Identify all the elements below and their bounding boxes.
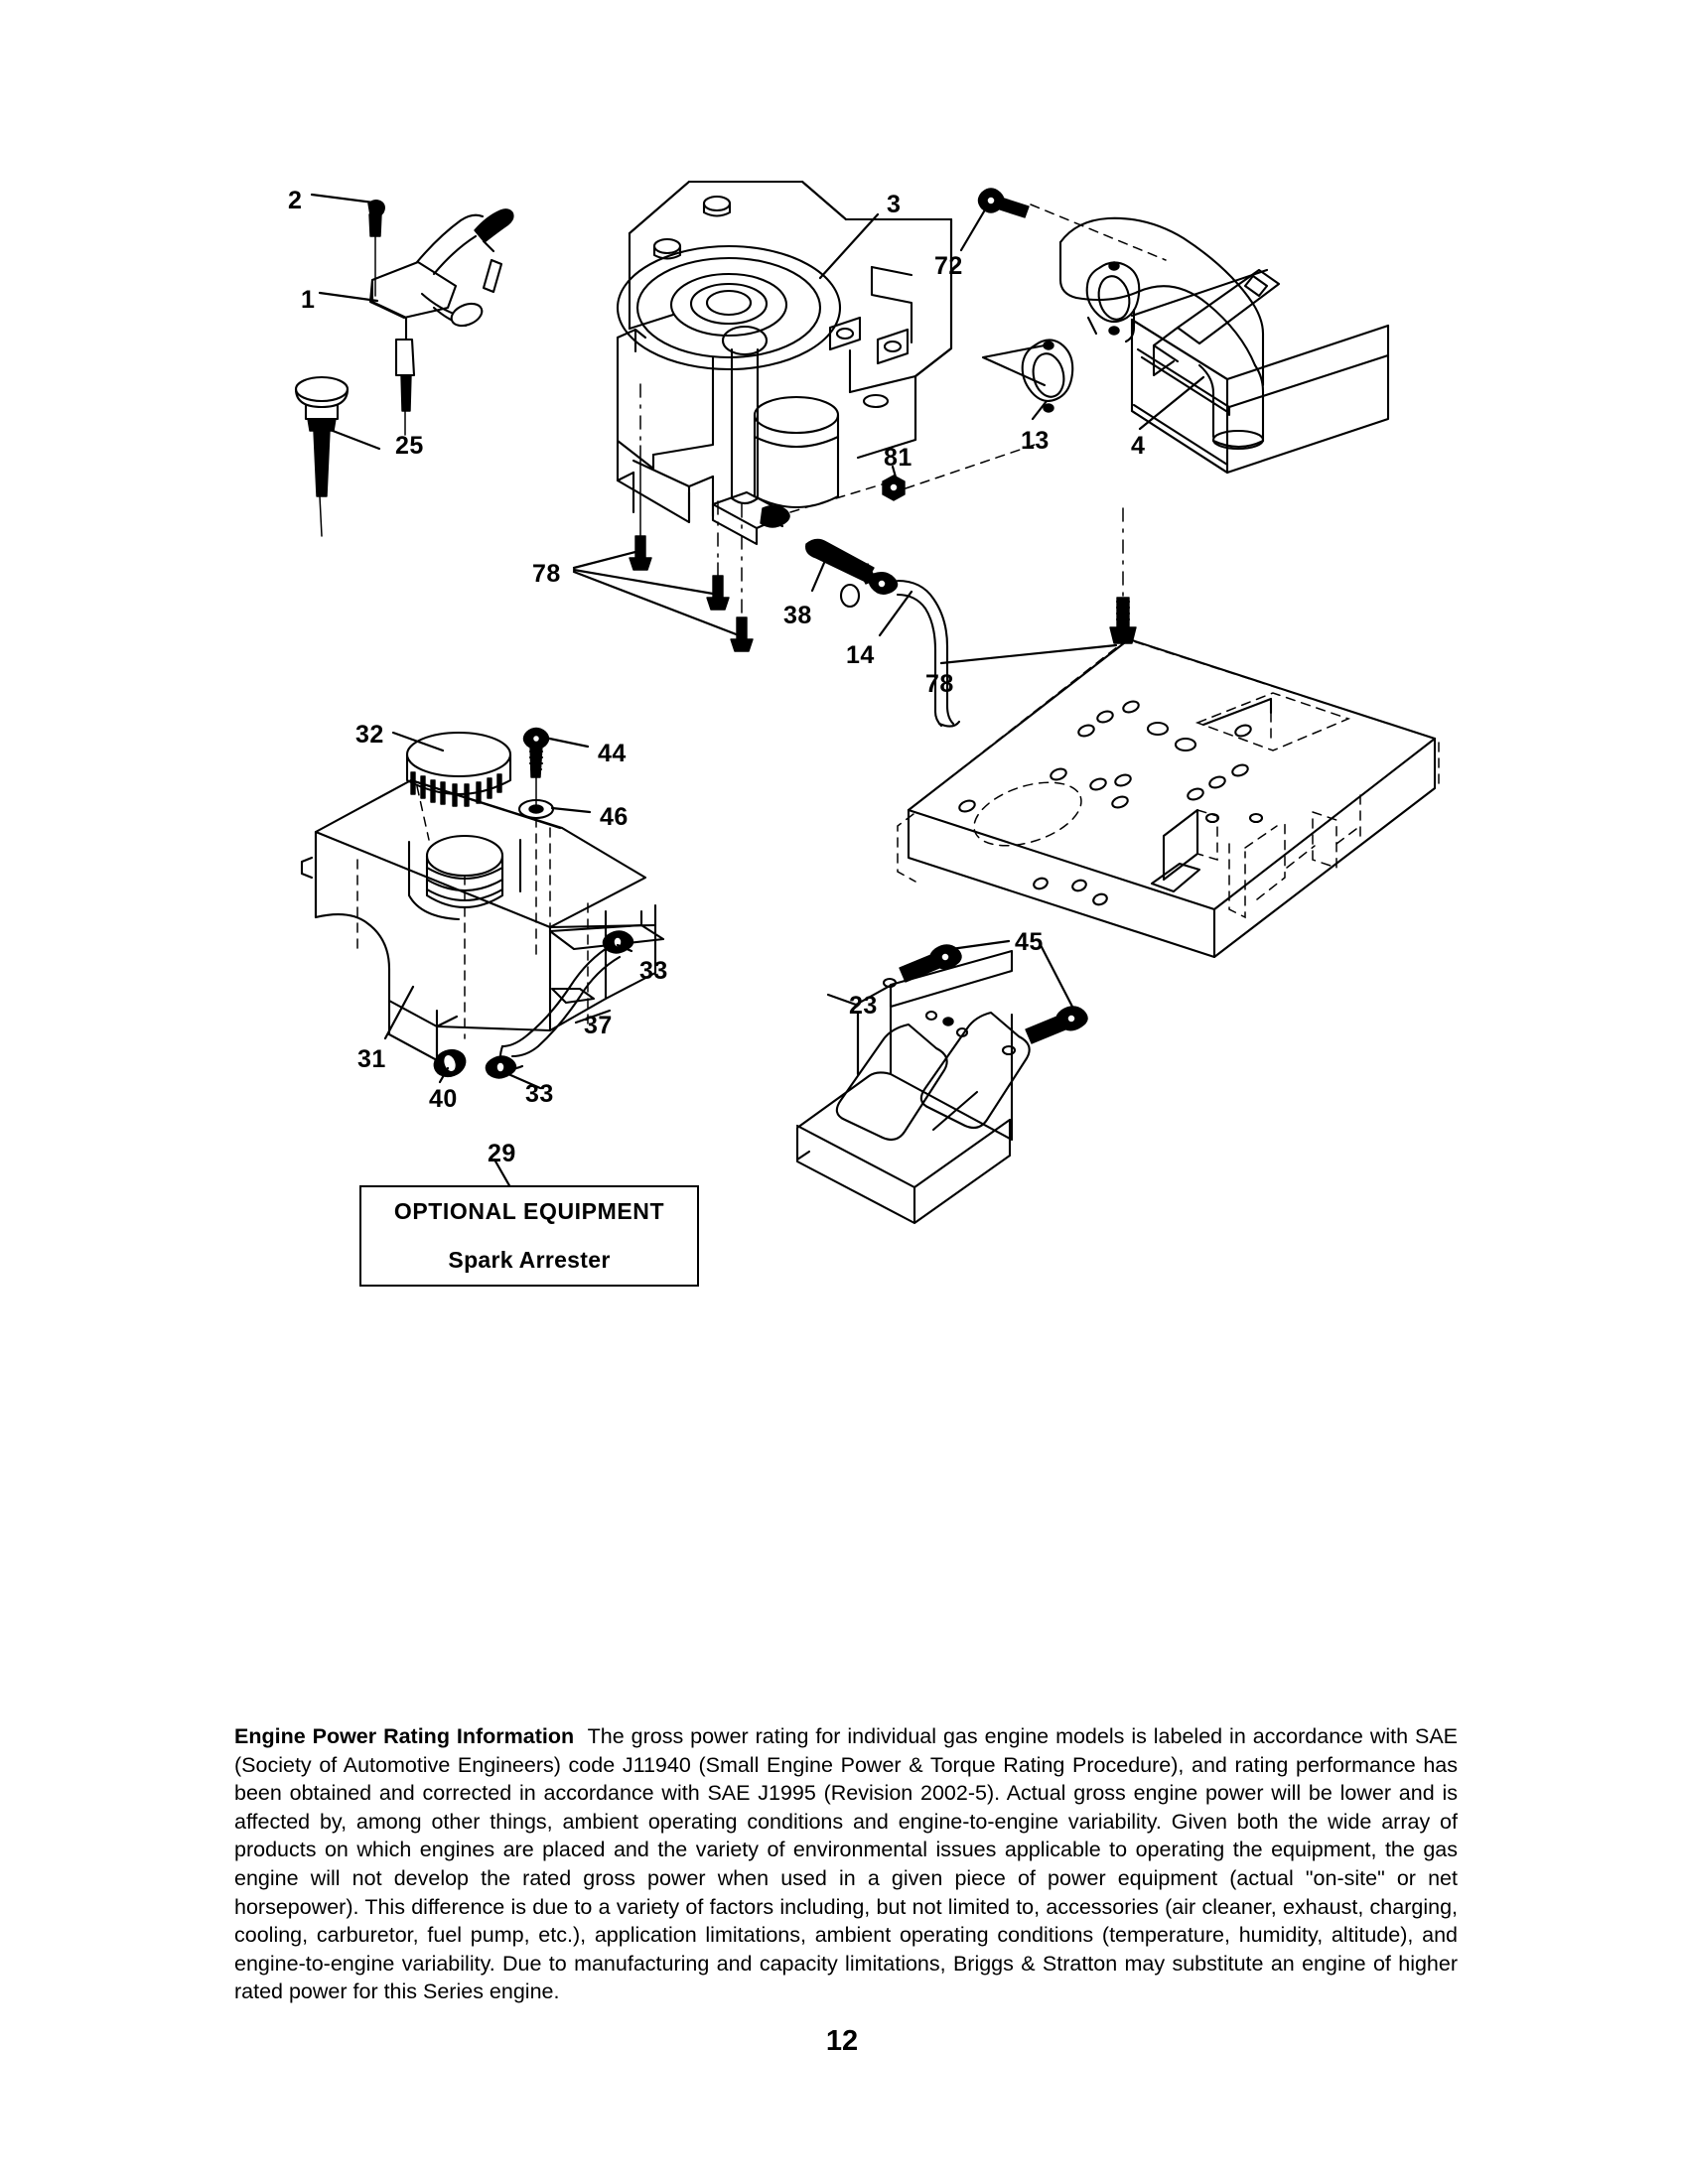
engine-power-rating-heading: Engine Power Rating Information (234, 1724, 575, 1748)
optional-equipment-box (359, 1185, 699, 1287)
callout-29: 29 (488, 1140, 516, 1167)
part-38-fitting (806, 539, 898, 607)
callout-38: 38 (783, 602, 812, 629)
optional-equipment-heading: OPTIONAL EQUIPMENT (393, 1198, 665, 1224)
part-throttle-control-group (312, 195, 513, 435)
callout-25: 25 (395, 432, 424, 460)
callout-2: 2 (288, 187, 303, 214)
part-78-bolts (574, 384, 1136, 663)
callout-23: 23 (849, 992, 878, 1020)
engine-power-rating-body: The gross power rating for individual gas engine models is labeled in accordance with SAE (Society of Automotive Engineers) code J11940 (Small Engine Power & Torque Rating Procedure), and rating performance has been obtained and corrected in accordance with SAE J1995 (Revision 2002-5). Actual gross engine power will be lower and is affected by, among other things, ambient operating conditions and engine-to-engine variability. Given both the wide array of products on which engines are placed and the variety of environmental issues applicable to operating the equipment, the gas engine will not develop the rated gross power when used in a given piece of power equipment (actual "on-site" or net horsepower). This difference is due to a variety of factors including, but not limited to, accessories (air cleaner, exhaust, charging, cooling, carburetor, fuel pump, etc.), application limitations, ambient operating conditions (temperature, humidity, altitude), and engine-to-engine variability. Due to manufacturing and capacity limitations, Briggs & Stratton may substitute an engine of higher rated power for this Series engine. (234, 1724, 1459, 2004)
part-23-heat-shield (797, 941, 1087, 1223)
callout-13: 13 (1021, 427, 1050, 455)
callout-33-lower: 33 (525, 1080, 554, 1108)
part-14-fuel-hose (880, 581, 959, 727)
callout-37: 37 (584, 1012, 613, 1039)
callout-46: 46 (600, 803, 629, 831)
part-37-hose (486, 931, 632, 1088)
callout-3: 3 (887, 191, 902, 218)
callout-40: 40 (429, 1085, 458, 1113)
engine-power-rating-note (234, 1722, 1458, 2006)
callout-81: 81 (884, 444, 912, 472)
optional-equipment-item: Spark Arrester (448, 1247, 611, 1273)
part-25-dipstick (296, 377, 379, 536)
callout-4: 4 (1131, 432, 1146, 460)
part-72-bolt (961, 189, 1166, 260)
callout-78-right: 78 (925, 670, 954, 698)
chassis-frame-plate (898, 639, 1439, 957)
callout-33-upper: 33 (639, 957, 668, 985)
callout-32: 32 (355, 721, 384, 749)
callout-31: 31 (357, 1045, 386, 1073)
callout-14: 14 (846, 641, 875, 669)
callout-72: 72 (934, 252, 963, 280)
callout-1: 1 (301, 286, 316, 314)
callout-45: 45 (1015, 928, 1044, 956)
part-32-fuel-cap (393, 733, 510, 806)
callout-78-left: 78 (532, 560, 561, 588)
page-number: 12 (825, 2025, 859, 2057)
callout-44: 44 (598, 740, 627, 767)
